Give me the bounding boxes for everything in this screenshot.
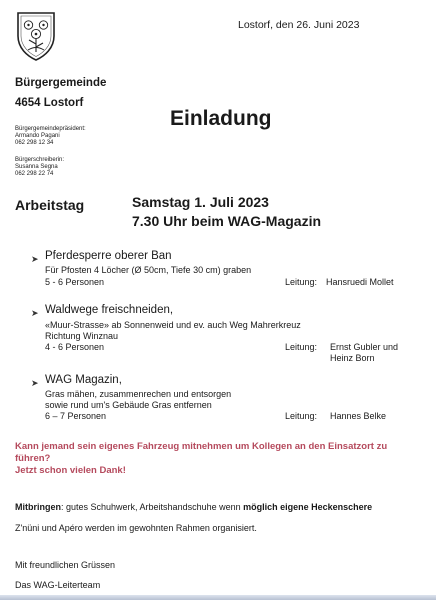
task-2-line-1: «Muur-Strasse» ab Sonnenweid und ev. auch Weg Mahrerkreuz — [45, 320, 301, 330]
bullet-arrow-icon: ➤ — [31, 308, 39, 318]
task-3-line-2: sowie rund um's Gebäude Gras entfernen — [45, 400, 212, 410]
task-2-line-3: 4 - 6 Personen — [45, 342, 105, 352]
vehicle-note-line-2: führen? — [15, 453, 51, 464]
task-1-line-2: 5 - 6 Personen — [45, 277, 105, 287]
task-1-lead-name: Hansruedi Mollet — [326, 277, 394, 287]
catering-note: Z'nüni und Apéro werden im gewohnten Rahmen organisiert. — [15, 523, 257, 533]
page-title: Einladung — [170, 107, 272, 130]
president-phone: 062 298 12 34 — [15, 140, 54, 146]
task-2-lead-name-1: Ernst Gubler und — [330, 342, 399, 352]
bring-line — [15, 502, 372, 512]
task-3-lead-name: Hannes Belke — [330, 411, 387, 421]
org-name: Bürgergemeinde — [15, 77, 107, 89]
org-city: 4654 Lostorf — [15, 97, 84, 109]
task-1-line-1: Für Pfosten 4 Löcher (Ø 50cm, Tiefe 30 cm) graben — [45, 265, 252, 275]
vehicle-note-line-3: Jetzt schon vielen Dank! — [15, 465, 126, 476]
task-3-line-1: Gras mähen, zusammenrechen und entsorgen — [45, 389, 232, 399]
bring-text: : gutes Schuhwerk, Arbeitshandschuhe wenn — [61, 502, 244, 512]
task-2-lead-label: Leitung: — [285, 342, 318, 352]
bullet-arrow-icon: ➤ — [31, 378, 39, 388]
bullet-arrow-icon: ➤ — [31, 254, 39, 264]
task-1-title: Pferdesperre oberer Ban — [45, 250, 172, 262]
task-1-lead-label: Leitung: — [285, 277, 318, 287]
signature: Das WAG-Leiterteam — [15, 580, 101, 590]
secretary-phone: 062 298 22 74 — [15, 171, 54, 177]
event-label: Arbeitstag — [15, 197, 85, 213]
letter-date: Lostorf, den 26. Juni 2023 — [238, 19, 360, 31]
president-role: Bürgergemeindepräsident: — [15, 126, 86, 132]
closing-greeting: Mit freundlichen Grüssen — [15, 560, 116, 570]
event-date: Samstag 1. Juli 2023 — [132, 194, 269, 210]
bring-label: Mitbringen — [15, 502, 61, 512]
task-3-title: WAG Magazin, — [45, 374, 122, 386]
president-name: Armando Pagani — [15, 133, 60, 139]
task-2-line-2: Richtung Winznau — [45, 331, 119, 341]
secretary-name: Susanna Segna — [15, 164, 58, 170]
task-3-lead-label: Leitung: — [285, 411, 318, 421]
task-2-lead-name-2: Heinz Born — [330, 353, 375, 363]
coat-of-arms-icon — [14, 10, 58, 62]
task-2-title: Waldwege freischneiden, — [45, 304, 174, 316]
secretary-role: Bürgerschreiberin: — [15, 157, 65, 163]
event-time-place: 7.30 Uhr beim WAG-Magazin — [132, 213, 322, 229]
page-bottom-edge — [0, 595, 436, 600]
bring-emphasis: möglich eigene Heckenschere — [243, 502, 373, 512]
task-3-line-3: 6 – 7 Personen — [45, 411, 107, 421]
vehicle-note-line-1: Kann jemand sein eigenes Fahrzeug mitnehmen um Kollegen an den Einsatzort zu — [15, 441, 388, 452]
